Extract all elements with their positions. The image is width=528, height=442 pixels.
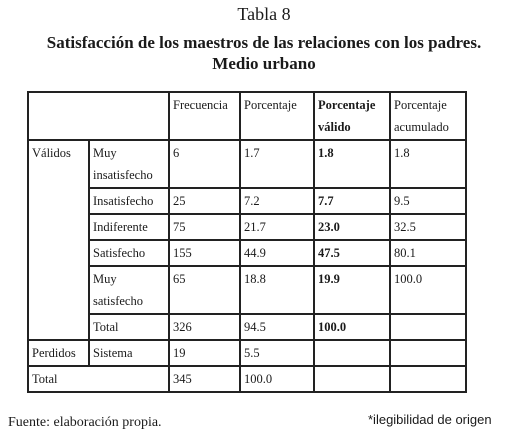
row-porcentaje-acumulado	[390, 366, 466, 392]
table-header-row	[28, 92, 466, 140]
row-porcentaje: 18.8	[240, 266, 314, 314]
table-row	[28, 188, 466, 214]
row-porcentaje-acumulado: 1.8	[390, 140, 466, 188]
row-porcentaje-valido: 100.0	[314, 314, 390, 340]
row-porcentaje-acumulado: 32.5	[390, 214, 466, 240]
table-row	[28, 266, 466, 314]
legibility-note: *ilegibilidad de origen	[368, 412, 492, 427]
header-porcentaje: Porcentaje	[240, 92, 314, 140]
frequency-table	[27, 91, 467, 393]
row-porcentaje-valido: 1.8	[314, 140, 390, 188]
row-porcentaje-valido: 7.7	[314, 188, 390, 214]
row-porcentaje-acumulado	[390, 340, 466, 366]
row-frecuencia: 25	[169, 188, 240, 214]
row-porcentaje-acumulado: 9.5	[390, 188, 466, 214]
row-category: Sistema	[89, 340, 169, 366]
table-row	[28, 240, 466, 266]
table-row	[28, 314, 466, 340]
row-category: Satisfecho	[89, 240, 169, 266]
table-row	[28, 340, 466, 366]
table-row	[28, 140, 466, 188]
row-frecuencia: 65	[169, 266, 240, 314]
row-category-line-2: satisfecho	[93, 294, 143, 308]
row-porcentaje-acumulado	[390, 314, 466, 340]
header-porcentaje-valido-line-1: Porcentaje	[318, 98, 376, 112]
header-empty-cell	[28, 92, 169, 140]
row-porcentaje-valido: 23.0	[314, 214, 390, 240]
group-perdidos: Perdidos	[28, 340, 89, 366]
row-porcentaje: 21.7	[240, 214, 314, 240]
header-frecuencia: Frecuencia	[169, 92, 240, 140]
table-row	[28, 214, 466, 240]
row-frecuencia: 19	[169, 340, 240, 366]
header-porcentaje-acumulado	[390, 92, 466, 140]
header-porcentaje-valido	[314, 92, 390, 140]
row-category: Total	[89, 314, 169, 340]
row-porcentaje-acumulado: 100.0	[390, 266, 466, 314]
row-frecuencia: 155	[169, 240, 240, 266]
table-title	[0, 32, 528, 74]
table-title-line-2: Medio urbano	[212, 54, 316, 73]
row-frecuencia: 75	[169, 214, 240, 240]
row-porcentaje: 44.9	[240, 240, 314, 266]
row-category: Insatisfecho	[89, 188, 169, 214]
row-porcentaje: 100.0	[240, 366, 314, 392]
row-porcentaje: 5.5	[240, 340, 314, 366]
group-total: Total	[28, 366, 169, 392]
group-validos: Válidos	[28, 140, 89, 340]
row-frecuencia: 6	[169, 140, 240, 188]
table-caption: Tabla 8	[237, 4, 291, 24]
row-category	[89, 140, 169, 188]
row-category-line-1: Muy	[93, 146, 117, 160]
row-porcentaje: 1.7	[240, 140, 314, 188]
row-porcentaje-acumulado: 80.1	[390, 240, 466, 266]
row-category: Indiferente	[89, 214, 169, 240]
row-porcentaje-valido: 19.9	[314, 266, 390, 314]
header-porcentaje-valido-line-2: válido	[318, 120, 351, 134]
row-category-line-2: insatisfecho	[93, 168, 153, 182]
header-porcentaje-acumulado-line-1: Porcentaje	[394, 98, 447, 112]
table-row	[28, 366, 466, 392]
row-category	[89, 266, 169, 314]
row-porcentaje-valido: 47.5	[314, 240, 390, 266]
row-porcentaje: 94.5	[240, 314, 314, 340]
table-source: Fuente: elaboración propia.	[8, 415, 162, 430]
row-porcentaje-valido	[314, 366, 390, 392]
header-porcentaje-acumulado-line-2: acumulado	[394, 120, 449, 134]
row-porcentaje-valido	[314, 340, 390, 366]
row-porcentaje: 7.2	[240, 188, 314, 214]
table-title-line-1: Satisfacción de los maestros de las relaciones con los padres.	[46, 33, 482, 52]
row-frecuencia: 326	[169, 314, 240, 340]
row-category-line-1: Muy	[93, 272, 117, 286]
row-frecuencia: 345	[169, 366, 240, 392]
